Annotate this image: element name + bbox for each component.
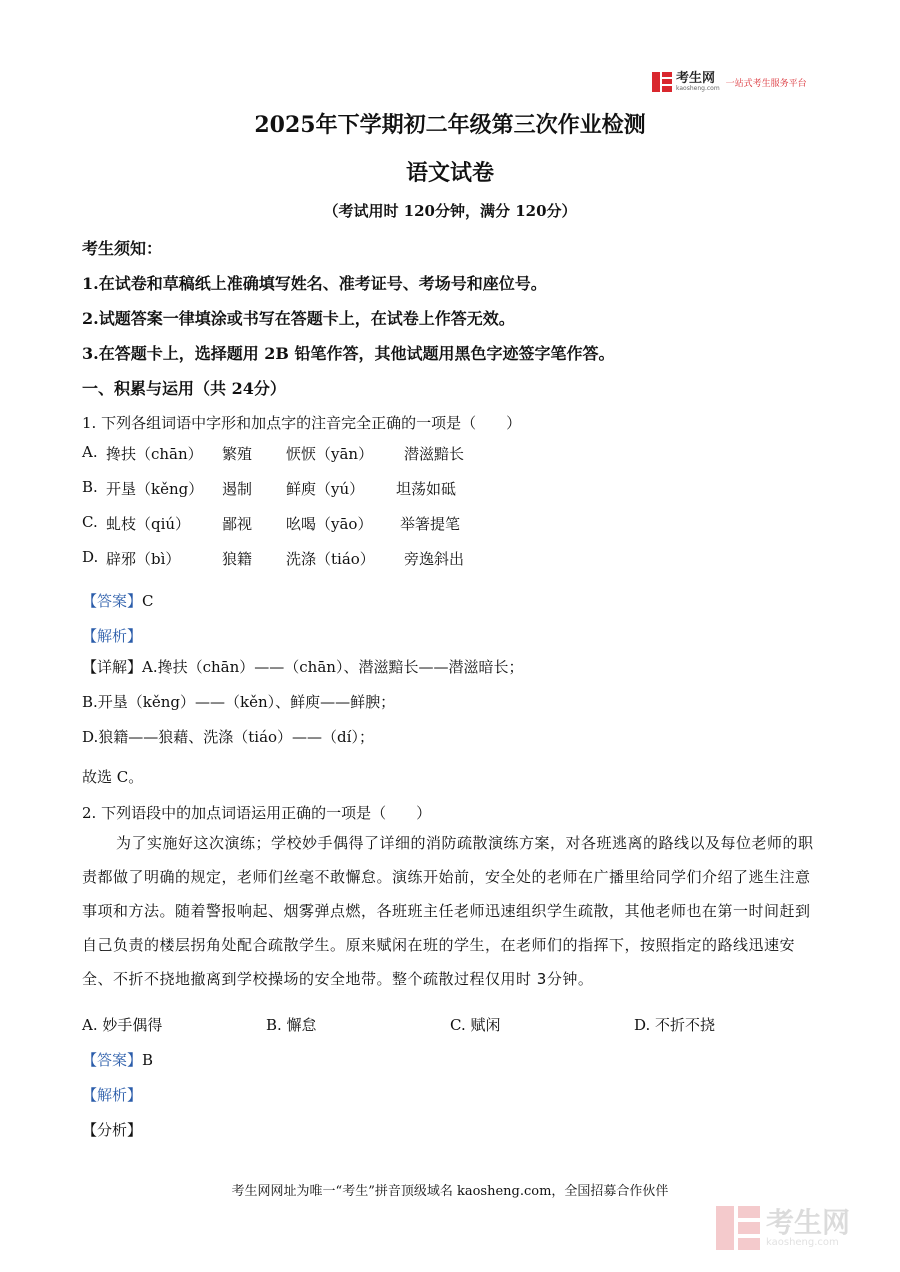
option-word: 吆喝（yāo） [286,515,373,533]
answer-tag: 【答案】 [82,592,143,610]
exam-info: （考试用时 120分钟，满分 120分） [323,202,577,220]
option-letter: D. [82,548,99,566]
watermark-logo-icon [716,1206,760,1250]
logo-slogan: 一站式考生服务平台 [725,78,807,89]
detail-line [82,656,523,677]
section-heading: 一、积累与运用（共 24分） [82,379,286,398]
option-word: 繁殖 [222,445,253,463]
option-word: 辟邪（bì） [106,550,181,568]
option-word: 遏制 [222,480,253,498]
option-word: 虬枝（qiú） [106,515,191,533]
option-word: 举箸提笔 [400,515,461,533]
conclusion: 故选 C。 [82,768,144,786]
analysis-tag: 【解析】 [82,627,143,645]
notice-item: 3.在答题卡上，选择题用 2B 铅笔作答，其他试题用黑色字迹签字笔作答。 [82,344,615,363]
fenxi-tag: 【分析】 [82,1121,143,1139]
subject-title: 语文试卷 [405,160,494,186]
question-stem: 2. 下列语段中的加点词语运用正确的一项是（ ） [82,804,432,822]
answer-line [82,590,154,611]
detail-text: A.搀扶（chān）——（chān）、潜滋黯长——潜滋暗长； [142,658,524,676]
footer-text: 考生网网址为唯一“考生”拼音顶级域名 kaosheng.com，全国招募合作伙伴 [231,1184,669,1199]
option-word: 狼籍 [222,550,253,568]
kaosheng-logo-icon [652,72,672,92]
passage: 为了实施好这次演练；学校妙手偶得了详细的消防疏散演练方案，对各班逃离的路线以及每位老师的职责都做了明确的规定，老师们丝毫不敢懈怠。演练开始前，安全处的老师在广播里给同学们介绍了逃生注意事项和方法。随着警报响起、烟雾弹点燃，各班班主任老师迅速组织学生疏散，其他老师也在第一时间赶到自己负责的楼层拐角处配合疏散学生。原来赋闲在班的学生，在老师们的指挥下，按照指定的路线迅速安全、不折不挠地撤离到学校操场的安全地带。整个疏散过程仅用时 3分钟。 [82,834,814,988]
option-word: 鄙视 [222,515,253,533]
option-a: A. 妙手偶得 [82,1016,163,1034]
answer-tag: 【答案】 [82,1051,143,1069]
option-word: 坦荡如砥 [396,480,457,498]
logo-cn: 考生网 [676,71,716,86]
detail-line: B.开垦（kěng）——（kěn）、鲜庾——鲜腴； [82,693,396,711]
logo-en: kaosheng.com [676,85,720,92]
detail-tag: 【详解】 [82,658,143,676]
answer-value: C [142,592,154,610]
notice-heading: 考生须知： [82,239,163,258]
option-word: 恹恹（yān） [286,445,374,463]
option-c: C. 赋闲 [450,1016,501,1034]
option-letter: B. [82,478,98,496]
option-b: B. 懈怠 [266,1016,317,1034]
option-word: 潜滋黯长 [404,445,465,463]
answer-line [82,1049,153,1070]
option-letter: A. [82,443,98,461]
answer-value: B [142,1051,154,1069]
option-letter: C. [82,513,98,531]
question-stem: 1. 下列各组词语中字形和加点字的注音完全正确的一项是（ ） [82,414,522,432]
kaosheng-watermark [716,1200,886,1256]
notice-item: 2.试题答案一律填涂或书写在答题卡上，在试卷上作答无效。 [82,309,515,328]
option-word: 旁逸斜出 [404,550,465,568]
kaosheng-logo [652,70,822,94]
page-title: 2025年下学期初二年级第三次作业检测 [254,112,646,138]
watermark-cn: 考生网 [766,1205,851,1239]
option-word: 鲜庾（yú） [286,480,365,498]
option-word: 搀扶（chān） [106,445,203,463]
option-word: 洗涤（tiáo） [286,550,375,568]
watermark-en: kaosheng.com [766,1236,839,1248]
option-d: D. 不折不挠 [634,1016,716,1034]
detail-line: D.狼籍——狼藉、洗涤（tiáo）——（dí）； [82,728,374,746]
analysis-tag: 【解析】 [82,1086,143,1104]
option-word: 开垦（kěng） [106,480,204,498]
notice-item: 1.在试卷和草稿纸上准确填写姓名、准考证号、考场号和座位号。 [82,274,547,293]
